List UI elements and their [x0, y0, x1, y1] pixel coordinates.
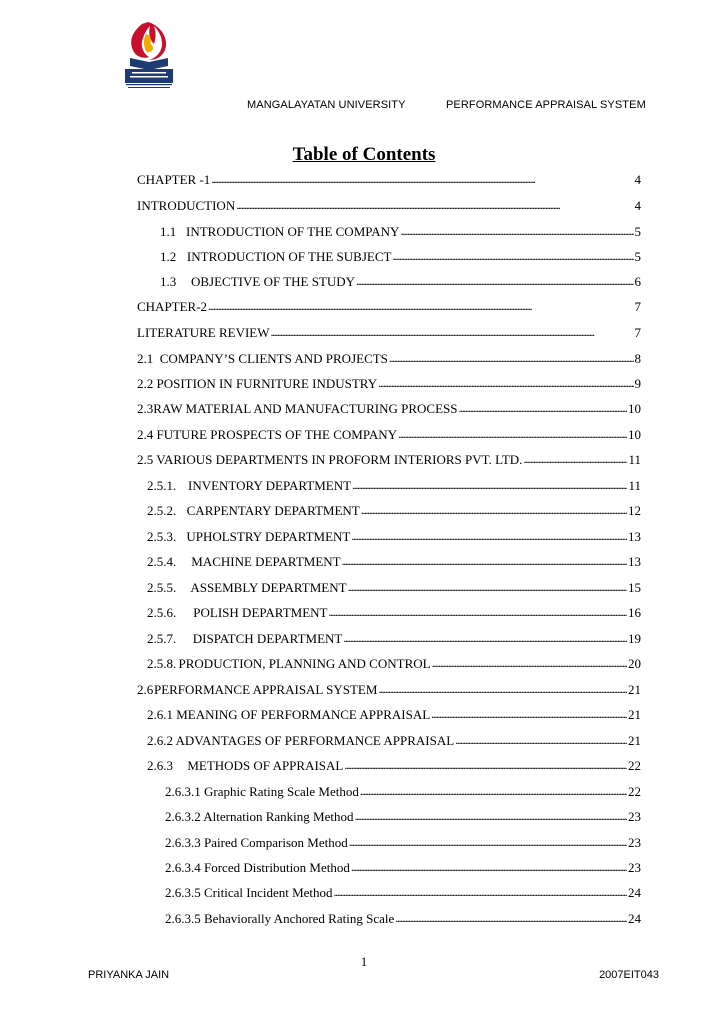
toc-entry-leader — [328, 604, 627, 620]
toc-entry-page: 22 — [628, 758, 641, 773]
toc-entry-title: DISPATCH DEPARTMENT — [192, 631, 343, 646]
footer-author: PRIYANKA JAIN — [88, 969, 170, 981]
toc-entry-page: 10 — [628, 401, 641, 416]
toc-entry[interactable] — [160, 224, 641, 242]
toc-entry-leader — [400, 223, 633, 239]
toc-entry[interactable] — [160, 274, 641, 292]
toc-entry-title: 2.4 FUTURE PROSPECTS OF THE COMPANY — [137, 427, 398, 442]
toc-entry-leader — [523, 451, 627, 467]
toc-entry-leader — [334, 884, 627, 900]
toc-entry-title: CHAPTER-2 — [137, 299, 208, 314]
toc-entry-leader — [361, 502, 627, 518]
toc-entry-leader — [351, 859, 627, 875]
toc-entry[interactable] — [147, 478, 641, 496]
toc-entry-title: INTRODUCTION OF THE SUBJECT — [186, 249, 392, 264]
toc-entry[interactable] — [147, 758, 641, 776]
toc-entry-number: 2.1 — [137, 351, 154, 366]
toc-entry-title: 2.6.3.3 Paired Comparison Method — [165, 835, 348, 850]
toc-entry[interactable] — [165, 885, 641, 903]
toc-entry-page: 12 — [628, 503, 641, 518]
toc-entry[interactable] — [147, 580, 641, 598]
toc-entry-title: 2.2 POSITION IN FURNITURE INDUSTRY — [137, 376, 378, 391]
toc-entry-number: 2.6 — [137, 682, 154, 697]
toc-entry-page: 10 — [628, 427, 641, 442]
toc-entry-leader — [352, 477, 627, 493]
toc-entry-number: 2.5.1. — [147, 478, 177, 493]
toc-entry[interactable] — [147, 503, 641, 521]
toc-entry-page: 24 — [628, 885, 641, 900]
toc-entry[interactable] — [147, 605, 641, 623]
toc-entry[interactable] — [165, 860, 641, 878]
toc-entry-leader — [356, 273, 633, 289]
toc-entry[interactable] — [165, 784, 641, 802]
toc-entry-page: 21 — [628, 682, 641, 697]
toc-entry-page: 15 — [628, 580, 641, 595]
toc-entry-page: 20 — [628, 656, 641, 671]
toc-entry-leader — [432, 655, 627, 671]
toc-entry-title: 2.6.2 ADVANTAGES OF PERFORMANCE APPRAISAL — [147, 733, 455, 748]
toc-entry-page: 23 — [628, 809, 641, 824]
toc-entry-title: PRODUCTION, PLANNING AND CONTROL — [178, 656, 431, 671]
toc-entry-title: 2.6.3.5 Behaviorally Anchored Rating Scale — [165, 911, 395, 926]
toc-entry[interactable] — [147, 554, 641, 572]
toc-entry-number: 2.5.4. — [147, 554, 177, 569]
toc-entry-page: 5 — [634, 249, 641, 264]
toc-entry-title: MACHINE DEPARTMENT — [191, 554, 341, 569]
toc-title-text: Table of Contents — [292, 144, 436, 165]
toc-entry-leader — [349, 834, 627, 850]
toc-entry[interactable] — [160, 249, 641, 267]
toc-entry-leader — [344, 757, 627, 773]
toc-entry-leader — [395, 910, 627, 926]
toc-entry-page: 11 — [628, 452, 641, 467]
toc-entry[interactable] — [147, 733, 641, 751]
toc-entry-page: 16 — [628, 605, 641, 620]
toc-entry-leader — [389, 350, 634, 366]
toc-entry-page: 6 — [634, 274, 641, 289]
toc-entry-page: 4 — [634, 198, 641, 213]
toc-entry-page: 13 — [628, 529, 641, 544]
toc-entry-number: 1.3 — [160, 274, 177, 289]
toc-entry-leader — [343, 630, 627, 646]
toc-entry-leader — [378, 681, 627, 697]
toc-entry-number: 2.3 — [137, 401, 154, 416]
toc-entry-leader — [459, 400, 628, 416]
toc-entry-title: OBJECTIVE OF THE STUDY — [190, 274, 356, 289]
toc-entry-page: 4 — [634, 172, 641, 187]
toc-entry-leader — [271, 324, 634, 340]
toc-entry-leader — [360, 783, 627, 799]
toc-entry-number: 1.2 — [160, 249, 177, 264]
toc-entry[interactable] — [165, 809, 641, 827]
toc-entry-page: 7 — [634, 325, 641, 340]
toc-entry-title: 2.6.3.2 Alternation Ranking Method — [165, 809, 354, 824]
toc-entry-title: ASSEMBLY DEPARTMENT — [190, 580, 347, 595]
toc-entry-title: INTRODUCTION OF THE COMPANY — [186, 224, 400, 239]
toc-entry[interactable] — [137, 351, 641, 369]
toc-entry[interactable] — [137, 401, 641, 419]
toc-entry[interactable] — [147, 707, 641, 725]
toc-entry-title: 2.6.1 MEANING OF PERFORMANCE APPRAISAL — [147, 707, 431, 722]
toc-entry-leader — [342, 553, 627, 569]
toc-entry-title: CHAPTER -1 — [137, 172, 211, 187]
toc-entry-title: 2.6.3.1 Graphic Rating Scale Method — [165, 784, 359, 799]
toc-entry[interactable] — [137, 325, 641, 343]
toc-entry-title: 2.5 VARIOUS DEPARTMENTS IN PROFORM INTERIORS PVT. LTD. — [137, 452, 523, 467]
toc-entry-page: 8 — [634, 351, 641, 366]
toc-entry-number: 2.5.3. — [147, 529, 177, 544]
toc-entry-page: 23 — [628, 835, 641, 850]
toc-entry-page: 11 — [628, 478, 641, 493]
toc-entry-number: 2.5.6. — [147, 605, 177, 620]
toc-entry-number: 1.1 — [160, 224, 177, 239]
toc-entry-leader — [236, 197, 633, 213]
toc-entry-leader — [431, 706, 627, 722]
toc-entry[interactable] — [137, 452, 641, 470]
toc-entry[interactable] — [137, 172, 641, 190]
toc-entry-leader — [398, 426, 627, 442]
toc-entry[interactable] — [147, 529, 641, 547]
toc-entry-leader — [351, 528, 627, 544]
toc-entry-page: 5 — [634, 224, 641, 239]
header-university: MANGALAYATAN UNIVERSITY — [247, 99, 406, 111]
toc-entry-title: METHODS OF APPRAISAL — [187, 758, 344, 773]
page-number: 1 — [360, 954, 368, 969]
toc-entry[interactable] — [137, 299, 641, 317]
toc-entry[interactable] — [147, 656, 641, 674]
toc-entry-leader — [211, 171, 633, 187]
toc-entry-leader — [208, 298, 633, 314]
toc-entry-page: 24 — [628, 911, 641, 926]
toc-entry[interactable] — [165, 911, 641, 929]
footer-roll-number: 2007EIT043 — [599, 969, 659, 981]
toc-entry-number: 2.5.5. — [147, 580, 177, 595]
toc-entry-title: INVENTORY DEPARTMENT — [188, 478, 352, 493]
toc-entry-number: 2.5.2. — [147, 503, 177, 518]
toc-entry[interactable] — [147, 631, 641, 649]
toc-entry-leader — [455, 732, 627, 748]
toc-entry-title: UPHOLSTRY DEPARTMENT — [186, 529, 351, 544]
toc-entry-title: RAW MATERIAL AND MANUFACTURING PROCESS — [153, 401, 458, 416]
toc-entry-number: 2.5.7. — [147, 631, 177, 646]
toc-entry-leader — [378, 375, 633, 391]
toc-entry-page: 23 — [628, 860, 641, 875]
toc-entry-page: 21 — [628, 733, 641, 748]
toc-entry-page: 21 — [628, 707, 641, 722]
toc-entry-title: COMPANY’S CLIENTS AND PROJECTS — [159, 351, 388, 366]
toc-entry[interactable] — [137, 682, 641, 700]
toc-entry[interactable] — [165, 835, 641, 853]
toc-entry-page: 9 — [634, 376, 641, 391]
toc-entry-leader — [354, 808, 627, 824]
toc-entry[interactable] — [137, 198, 641, 216]
toc-entry-leader — [392, 248, 633, 264]
toc-entry-title: CARPENTARY DEPARTMENT — [186, 503, 360, 518]
toc-entry-title: 2.6.3.4 Forced Distribution Method — [165, 860, 350, 875]
toc-entry-page: 19 — [628, 631, 641, 646]
toc-entry-leader — [348, 579, 627, 595]
toc-entry-title: LITERATURE REVIEW — [137, 325, 270, 340]
toc-entry-page: 13 — [628, 554, 641, 569]
toc-entry-page: 7 — [634, 299, 641, 314]
header-system: PERFORMANCE APPRAISAL SYSTEM — [446, 99, 646, 111]
toc-entry-title: PERFORMANCE APPRAISAL SYSTEM — [153, 682, 378, 697]
toc-entry-title: 2.6.3.5 Critical Incident Method — [165, 885, 333, 900]
toc-entry[interactable] — [137, 427, 641, 445]
toc-entry-number: 2.6.3 — [147, 758, 173, 773]
toc-entry-page: 22 — [628, 784, 641, 799]
toc-entry[interactable] — [137, 376, 641, 394]
toc-entry-title: POLISH DEPARTMENT — [193, 605, 328, 620]
toc-entry-number: 2.5.8. — [147, 656, 177, 671]
toc-entry-title: INTRODUCTION — [137, 198, 236, 213]
